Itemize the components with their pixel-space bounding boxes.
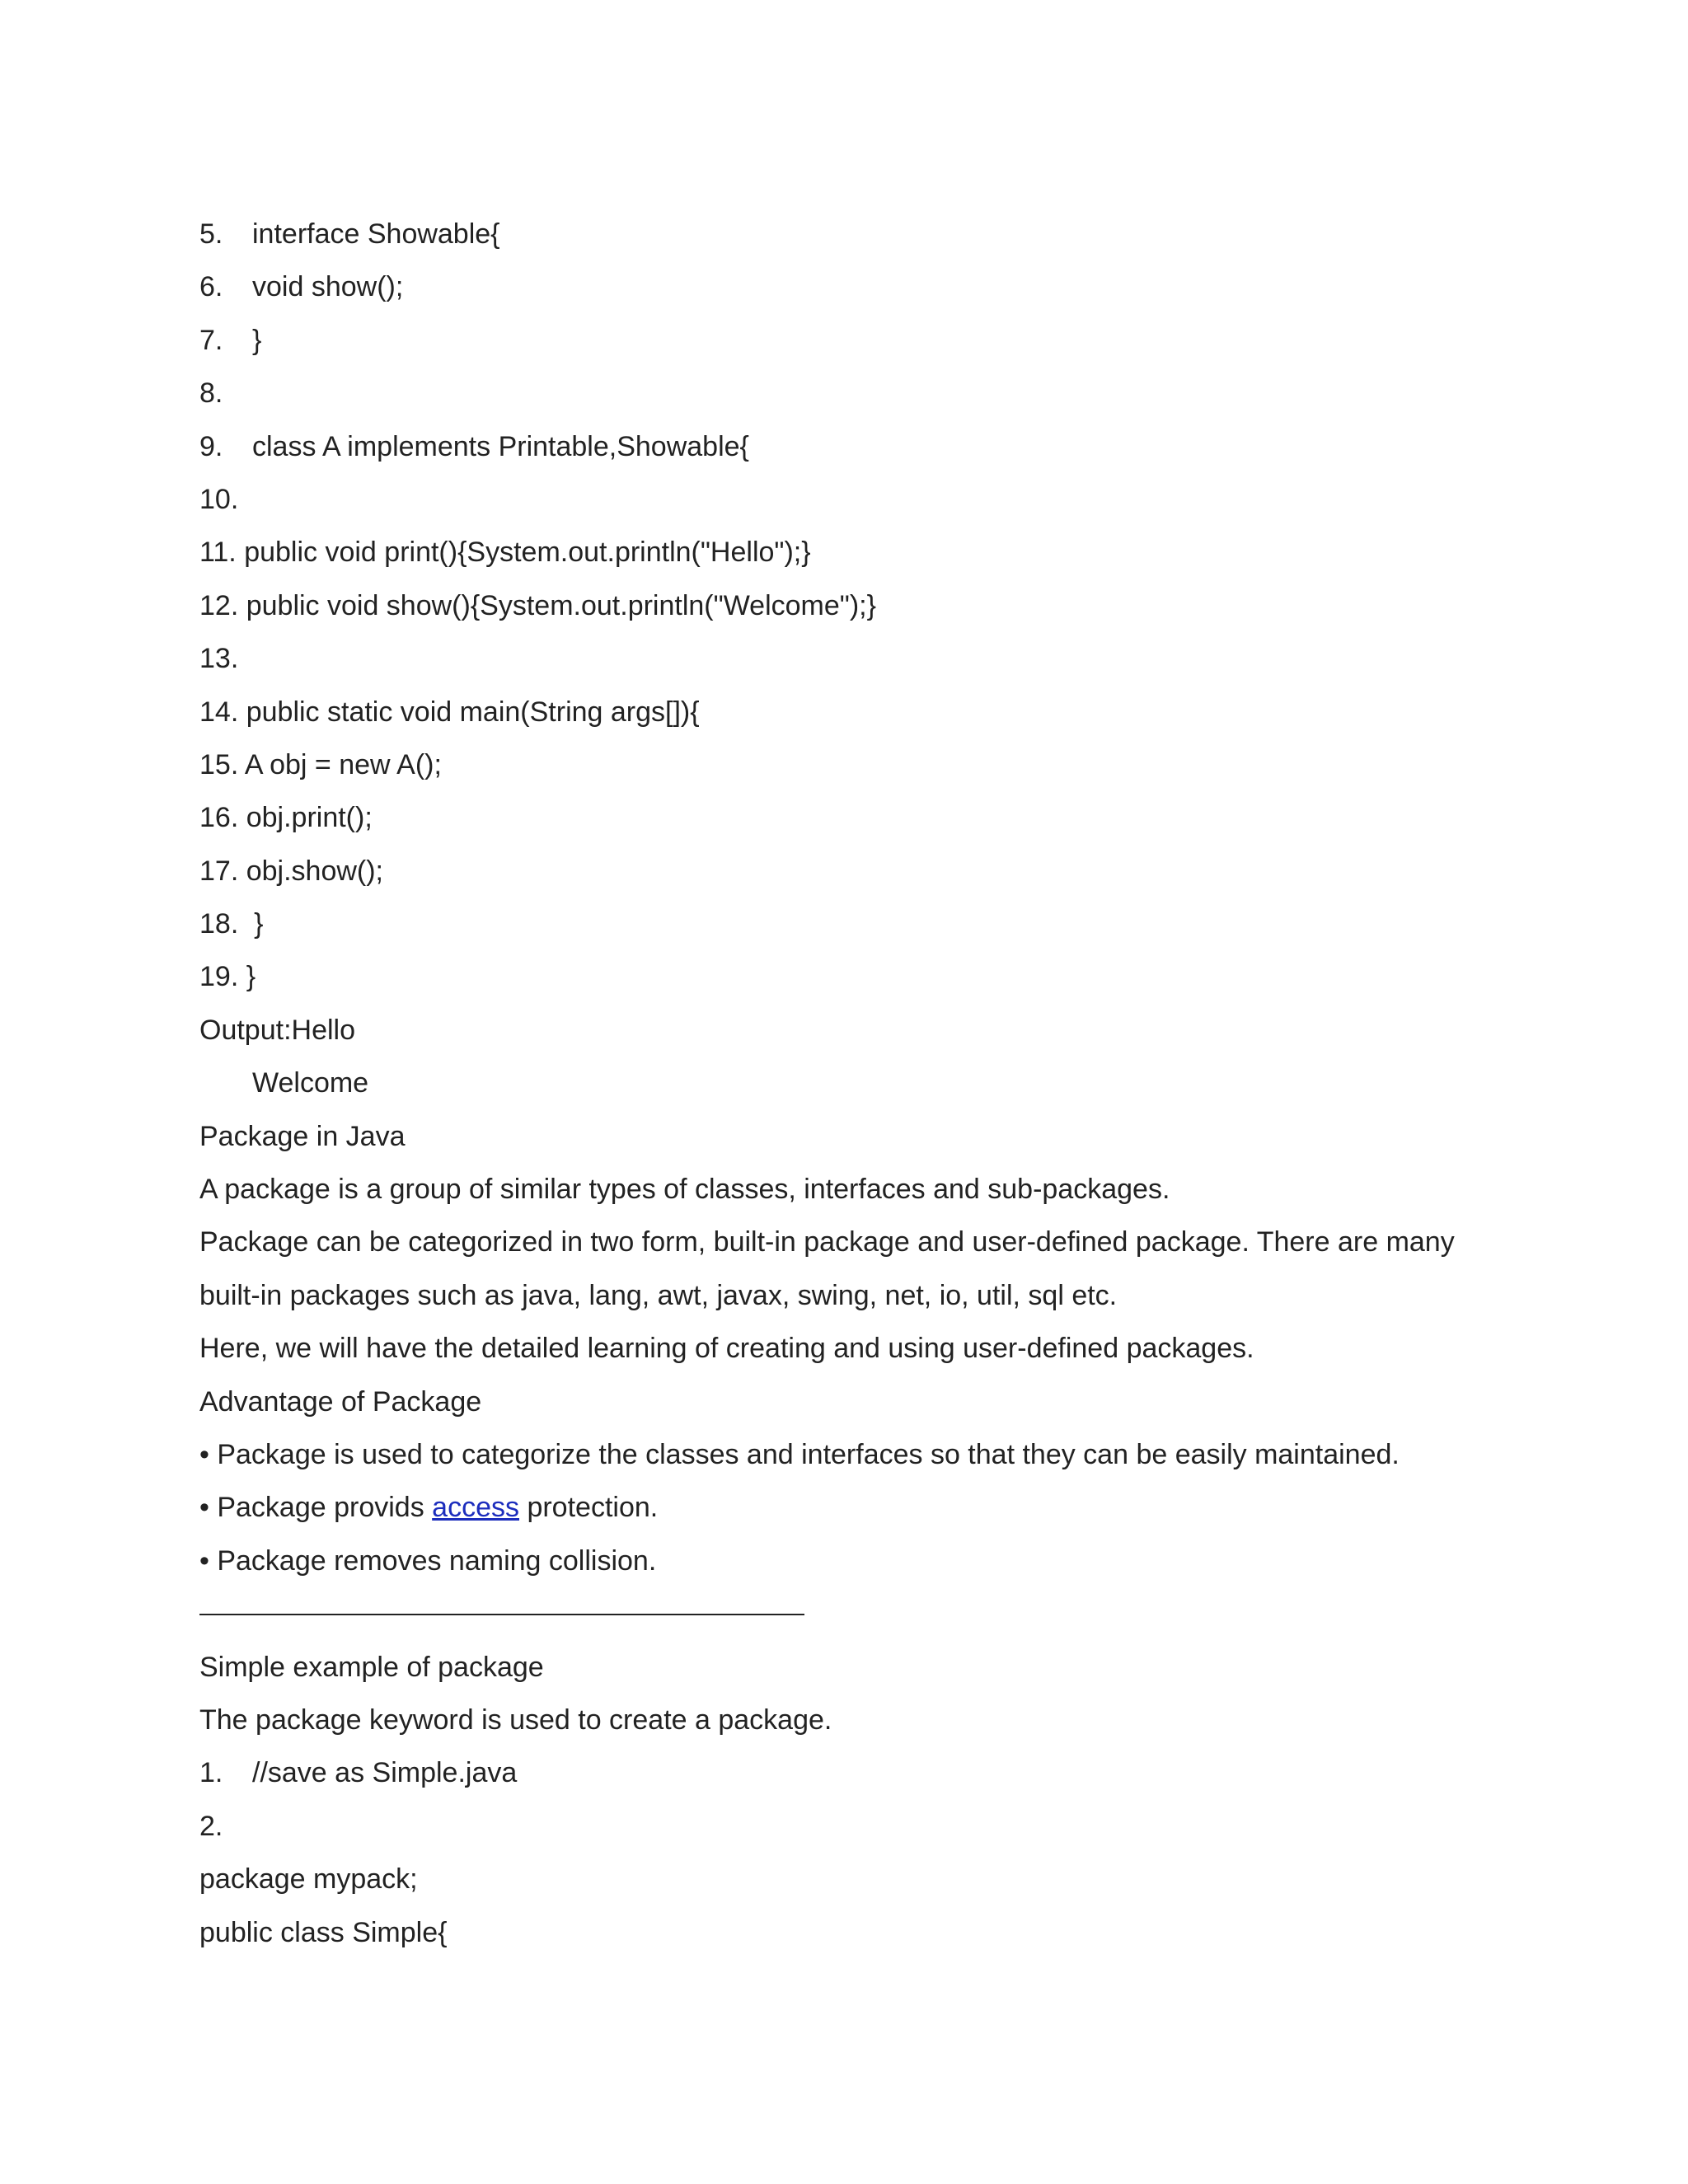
code-line: 14. public static void main(String args[]){ [199, 696, 700, 728]
code-text: } [252, 324, 262, 356]
bullet-text: protection. [519, 1492, 659, 1524]
code-line: 13. [199, 643, 239, 675]
paragraph: Here, we will have the detailed learning of creating and using user-defined packages. [199, 1333, 1254, 1365]
line-number: 9. [199, 430, 223, 462]
code-line: 11. public void print(){System.out.println("Hello");} [199, 537, 811, 569]
output-label: Output:Hello [199, 1014, 355, 1046]
bullet-item [199, 1489, 1518, 1542]
code-line [199, 1808, 1518, 1861]
code-line: 19. } [199, 961, 256, 993]
bullet-text: • Package provids [199, 1492, 433, 1524]
bullet-item: • Package removes naming collision. [199, 1544, 657, 1577]
code-line [199, 322, 1518, 375]
code-text: //save as Simple.java [252, 1757, 518, 1789]
horizontal-rule [199, 1614, 804, 1615]
line-number: 1. [199, 1757, 223, 1789]
code-line [199, 1755, 1518, 1807]
code-line [199, 269, 1518, 321]
line-number: 6. [199, 271, 223, 303]
code-line: 17. obj.show(); [199, 855, 383, 887]
output-second-line: Welcome [252, 1067, 369, 1099]
line-number: 7. [199, 324, 223, 356]
code-line: 18. } [199, 908, 264, 940]
section-heading-simple: Simple example of package [199, 1651, 544, 1683]
divider-line [199, 1596, 1518, 1648]
code-line: public class Simple{ [199, 1916, 448, 1948]
section-heading-package: Package in Java [199, 1120, 406, 1152]
paragraph: A package is a group of similar types of classes, interfaces and sub-packages. [199, 1174, 1170, 1206]
line-number: 10. [199, 483, 239, 515]
code-line [199, 481, 1518, 534]
paragraph: Package can be categorized in two form, built-in package and user-defined package. There are many [199, 1226, 1455, 1258]
code-line [199, 375, 1518, 428]
line-number: 8. [199, 377, 223, 410]
bullet-item: • Package is used to categorize the classes and interfaces so that they can be easily maintained. [199, 1438, 1400, 1470]
code-line [199, 216, 1518, 269]
code-line: package mypack; [199, 1863, 418, 1896]
line-number: 2. [199, 1810, 223, 1842]
section-heading-advantage: Advantage of Package [199, 1385, 482, 1418]
code-line: 16. obj.print(); [199, 802, 373, 834]
code-line: 15. A obj = new A(); [199, 748, 442, 780]
code-line [199, 429, 1518, 481]
code-text: class A implements Printable,Showable{ [252, 430, 749, 462]
page-content [199, 216, 1518, 1967]
paragraph: The package keyword is used to create a package. [199, 1704, 832, 1736]
code-line: 12. public void show(){System.out.println("Welcome");} [199, 589, 876, 621]
access-link[interactable]: access [432, 1492, 519, 1524]
code-text: void show(); [252, 271, 404, 303]
code-text: interface Showable{ [252, 218, 500, 250]
paragraph: built-in packages such as java, lang, awt, javax, swing, net, io, util, sql etc. [199, 1279, 1118, 1311]
line-number: 5. [199, 218, 223, 250]
